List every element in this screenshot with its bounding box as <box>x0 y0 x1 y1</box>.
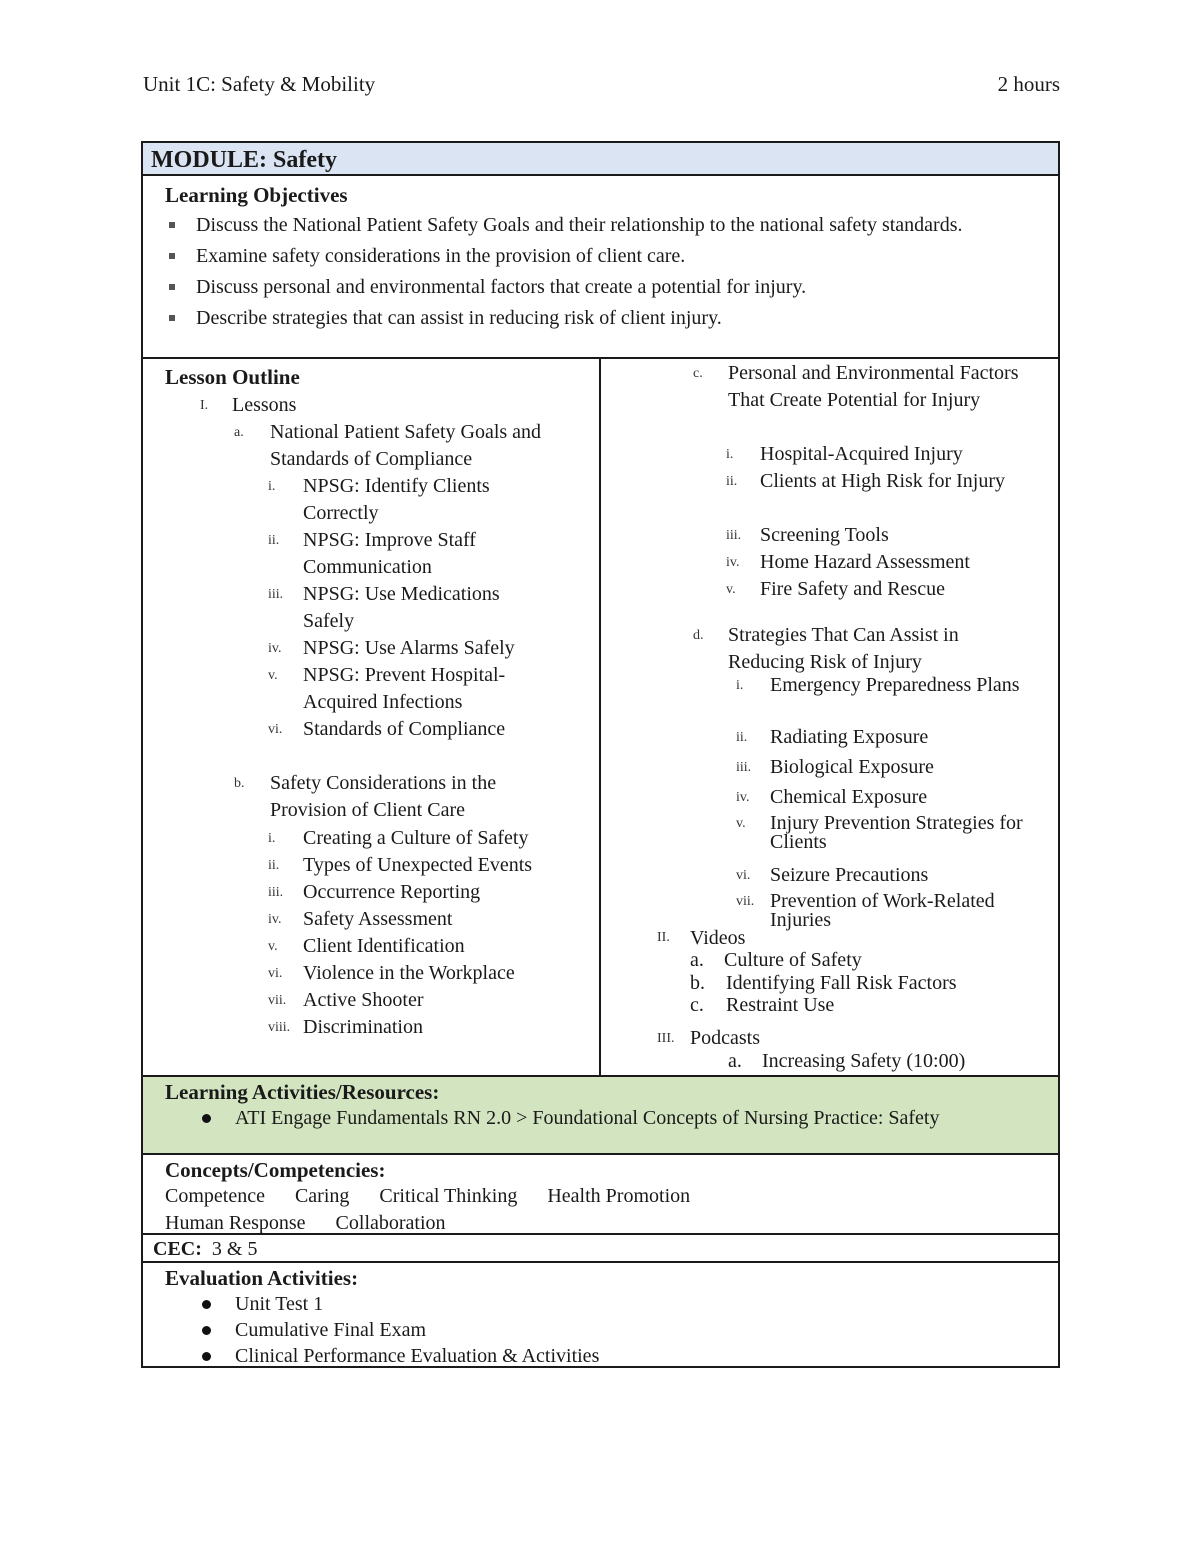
learning-objectives-section <box>143 176 1058 359</box>
unit-title: Unit 1C: Safety & Mobility <box>143 72 376 96</box>
outline-text: Hospital-Acquired Injury <box>760 443 963 465</box>
outline-text: Creating a Culture of Safety <box>303 827 529 849</box>
learning-activities-section <box>143 1077 1058 1155</box>
outline-marker: vi. <box>268 966 283 981</box>
objective-item <box>165 274 1048 300</box>
outline-marker: vi. <box>268 722 283 737</box>
outline-item <box>268 473 543 527</box>
outline-marker: a. <box>728 1050 742 1072</box>
outline-marker: I. <box>200 398 209 413</box>
outline-text: Radiating Exposure <box>770 726 929 748</box>
outline-text: Increasing Safety (10:00) <box>762 1050 966 1072</box>
learning-objectives-heading: Learning Objectives <box>165 183 348 207</box>
bullet-icon <box>202 1352 211 1361</box>
outline-text: Discrimination <box>303 1016 423 1038</box>
concepts-line-1 <box>165 1183 1048 1210</box>
outline-item <box>268 960 593 987</box>
outline-text: Seizure Precautions <box>770 864 929 886</box>
evaluation-text: Clinical Performance Evaluation & Activities <box>235 1345 600 1367</box>
lesson-outline-heading: Lesson Outline <box>165 365 300 389</box>
outline-marker: ii. <box>268 533 280 548</box>
outline-text: Violence in the Workplace <box>303 962 515 984</box>
module-table <box>141 141 1060 1368</box>
outline-text: Videos <box>690 927 746 949</box>
outline-marker: III. <box>657 1031 675 1046</box>
outline-item <box>726 522 1050 549</box>
outline-text: NPSG: Use Medications Safely <box>303 583 500 632</box>
outline-marker: i. <box>268 831 276 846</box>
outline-marker: a. <box>234 425 244 440</box>
outline-marker: ii. <box>726 474 738 489</box>
outline-item <box>268 933 593 960</box>
concepts-heading: Concepts/Competencies: <box>165 1158 386 1182</box>
concept-item: Collaboration <box>335 1212 446 1234</box>
outline-text: NPSG: Prevent Hospital-Acquired Infections <box>303 664 506 713</box>
learning-activities-heading: Learning Activities/Resources: <box>165 1080 440 1104</box>
outline-marker: iv. <box>726 555 740 570</box>
objective-item <box>165 305 1048 331</box>
square-bullet-icon <box>169 284 175 290</box>
outline-text: Personal and Environmental Factors That Create Potential for Injury <box>728 362 1019 411</box>
outline-text: Safety Considerations in the Provision of Client Care <box>270 772 497 821</box>
learning-objectives-list <box>165 212 1048 331</box>
evaluation-section <box>143 1263 1058 1366</box>
outline-marker: c. <box>690 994 704 1016</box>
outline-marker: iii. <box>268 885 284 900</box>
outline-text: Fire Safety and Rescue <box>760 578 945 600</box>
outline-item <box>268 527 543 581</box>
outline-item <box>693 622 1028 676</box>
outline-marker: v. <box>736 816 746 831</box>
outline-text: NPSG: Use Alarms Safely <box>303 637 515 659</box>
outline-text: NPSG: Identify Clients Correctly <box>303 475 490 524</box>
outline-marker: i. <box>268 479 276 494</box>
outline-item <box>728 1050 1042 1072</box>
outline-item <box>268 716 583 743</box>
outline-text: NPSG: Improve Staff Communication <box>303 529 476 578</box>
outline-marker: vii. <box>268 993 287 1008</box>
evaluation-list <box>165 1291 1048 1369</box>
outline-text: Restraint Use <box>726 994 835 1016</box>
outline-text: Screening Tools <box>760 524 889 546</box>
outline-text: Prevention of Work-Related Injuries <box>770 890 995 931</box>
concepts-section <box>143 1155 1058 1235</box>
cec-section <box>143 1235 1058 1263</box>
outline-marker: v. <box>726 582 736 597</box>
outline-item <box>736 862 1050 889</box>
outline-marker: iv. <box>268 641 282 656</box>
square-bullet-icon <box>169 253 175 259</box>
outline-marker: d. <box>693 628 704 643</box>
outline-marker: iv. <box>268 912 282 927</box>
outline-text: Biological Exposure <box>770 756 934 778</box>
concept-item: Human Response <box>165 1212 306 1234</box>
outline-text: Active Shooter <box>303 989 424 1011</box>
outline-item <box>657 927 940 949</box>
outline-text: Strategies That Can Assist in Reducing Risk of Injury <box>728 624 959 673</box>
outline-marker: iii. <box>726 528 742 543</box>
outline-marker: c. <box>693 366 703 381</box>
outline-text: Podcasts <box>690 1027 760 1049</box>
outline-text: Types of Unexpected Events <box>303 854 533 876</box>
outline-marker: i. <box>736 678 744 693</box>
evaluation-text: Unit Test 1 <box>235 1293 324 1315</box>
outline-text: Culture of Safety <box>724 949 862 971</box>
lesson-outline-right-column <box>601 359 1058 1075</box>
outline-marker: II. <box>657 930 670 945</box>
outline-item <box>268 635 583 662</box>
objective-text: Describe strategies that can assist in reducing risk of client injury. <box>196 307 722 329</box>
outline-text: Home Hazard Assessment <box>760 551 970 573</box>
outline-marker: viii. <box>268 1020 291 1035</box>
cec-label: CEC: <box>153 1238 202 1260</box>
outline-item <box>726 549 1050 576</box>
outline-item <box>690 949 1024 971</box>
concepts-line-2 <box>165 1210 1048 1237</box>
outline-item <box>736 724 1030 751</box>
bullet-icon <box>202 1114 211 1123</box>
outline-marker: a. <box>690 949 704 971</box>
outline-marker: v. <box>268 668 278 683</box>
outline-item <box>657 1025 940 1052</box>
duration-label: 2 hours <box>997 72 1060 96</box>
square-bullet-icon <box>169 315 175 321</box>
outline-item <box>268 1014 593 1041</box>
lesson-outline-left-column <box>143 359 601 1075</box>
outline-item <box>726 441 1050 468</box>
outline-item <box>726 576 1050 603</box>
outline-item <box>268 987 593 1014</box>
outline-text: Chemical Exposure <box>770 786 928 808</box>
concept-item: Health Promotion <box>547 1185 691 1207</box>
outline-marker: b. <box>234 776 245 791</box>
outline-text: Injury Prevention Strategies for Clients <box>770 812 1023 853</box>
cec-value: 3 & 5 <box>211 1238 258 1260</box>
outline-text: Standards of Compliance <box>303 718 506 740</box>
activity-item <box>165 1105 1048 1131</box>
activity-text: ATI Engage Fundamentals RN 2.0 > Foundational Concepts of Nursing Practice: Safety <box>235 1107 940 1129</box>
outline-text: Clients at High Risk for Injury <box>760 470 1005 492</box>
lesson-outline-section <box>143 359 1058 1077</box>
outline-text: Occurrence Reporting <box>303 881 481 903</box>
outline-marker: iii. <box>268 587 284 602</box>
outline-text: Identifying Fall Risk Factors <box>726 972 957 994</box>
outline-item <box>690 994 1026 1016</box>
concept-item: Critical Thinking <box>379 1185 518 1207</box>
outline-marker: vii. <box>736 894 755 909</box>
objective-text: Discuss personal and environmental factors that create a potential for injury. <box>196 276 807 298</box>
outline-item <box>736 676 1030 695</box>
outline-item <box>268 825 593 852</box>
outline-item <box>736 754 1030 781</box>
evaluation-item <box>165 1343 1048 1369</box>
outline-text: Emergency Preparedness Plans <box>770 674 1020 696</box>
objective-item <box>165 243 1048 269</box>
page-header <box>143 72 1060 97</box>
outline-item <box>726 468 1010 495</box>
outline-item <box>200 392 482 419</box>
square-bullet-icon <box>169 222 175 228</box>
outline-marker: b. <box>690 972 705 994</box>
outline-marker: ii. <box>736 730 748 745</box>
outline-marker: ii. <box>268 858 280 873</box>
concept-item: Competence <box>165 1185 265 1207</box>
module-title: MODULE: Safety <box>143 143 1058 176</box>
outline-text: National Patient Safety Goals and Standards of Compliance <box>270 421 542 470</box>
outline-text: Safety Assessment <box>303 908 453 930</box>
outline-marker: iv. <box>736 790 750 805</box>
outline-marker: v. <box>268 939 278 954</box>
objective-text: Discuss the National Patient Safety Goals and their relationship to the national safety standards. <box>196 214 963 236</box>
outline-marker: iii. <box>736 760 752 775</box>
objective-item <box>165 212 1048 238</box>
outline-item <box>268 662 553 716</box>
evaluation-item <box>165 1291 1048 1317</box>
learning-activities-list <box>165 1105 1048 1131</box>
outline-item <box>268 581 543 635</box>
outline-item <box>268 906 593 933</box>
outline-item <box>268 852 593 879</box>
evaluation-text: Cumulative Final Exam <box>235 1319 427 1341</box>
evaluation-heading: Evaluation Activities: <box>165 1266 359 1290</box>
outline-item <box>736 892 1050 930</box>
evaluation-item <box>165 1317 1048 1343</box>
outline-item <box>736 814 1050 852</box>
outline-item <box>234 419 592 473</box>
outline-item <box>268 879 593 906</box>
outline-item <box>693 360 1046 414</box>
objective-text: Examine safety considerations in the provision of client care. <box>196 245 686 267</box>
outline-text: Lessons <box>232 394 297 416</box>
outline-item <box>234 770 560 824</box>
outline-item <box>690 972 1026 994</box>
bullet-icon <box>202 1326 211 1335</box>
outline-text: Client Identification <box>303 935 465 957</box>
outline-item <box>736 784 1030 811</box>
outline-marker: i. <box>726 447 734 462</box>
outline-marker: vi. <box>736 868 751 883</box>
bullet-icon <box>202 1300 211 1309</box>
concept-item: Caring <box>294 1185 350 1207</box>
